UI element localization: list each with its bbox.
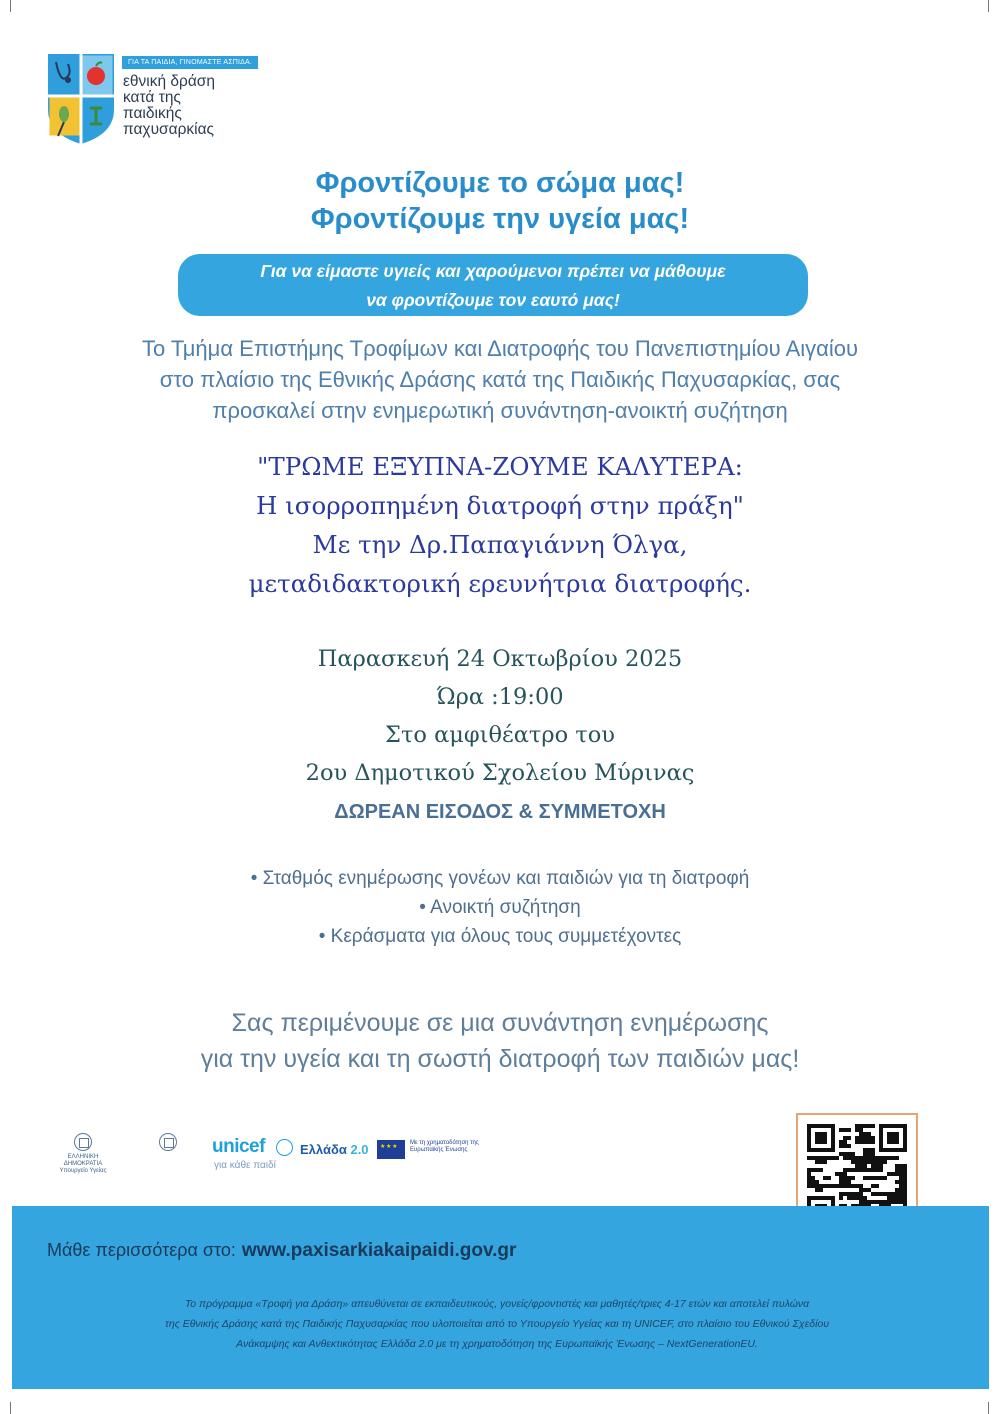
logo-line: παιδικής <box>123 105 182 122</box>
crop-mark <box>10 0 11 12</box>
gov-logo-line: ΕΛΛΗΝΙΚΗ ΔΗΜΟΚΡΑΤΙΑ <box>63 1154 103 1167</box>
eu-funding-text: Με τη χρηματοδότηση της Ευρωπαϊκής Ένωσης <box>410 1140 479 1153</box>
title-line: Η ισορροπημένη διατροφή στην πράξη" <box>256 491 744 520</box>
gov-logo <box>55 1133 111 1175</box>
logo-line: κατά της <box>123 89 181 106</box>
greece-2-0-logo <box>300 1142 369 1157</box>
intro-line: στο πλαίσιο της Εθνικής Δράσης κατά της Παιδικής Παχυσαρκίας, σας <box>159 367 841 392</box>
event-time: Ώρα :19:00 <box>436 684 564 710</box>
list-item: • Ανοικτή συζήτηση <box>0 893 1000 922</box>
closing-line: Σας περιμένουμε σε μια συνάντηση ενημέρωσης <box>231 1009 769 1037</box>
website-link[interactable]: www.paxisarkiakaipaidi.gov.gr <box>241 1240 517 1261</box>
headline-line-2: Φροντίζουμε την υγεία μας! <box>310 203 690 235</box>
footer-banner <box>12 1206 989 1389</box>
crop-mark <box>988 1402 989 1414</box>
learn-more <box>47 1240 516 1262</box>
gov-logo-line: Υπουργείο Υγείας <box>59 1168 107 1174</box>
ministry-logo <box>140 1133 196 1154</box>
list-item: • Σταθμός ενημέρωσης γονέων και παιδιών για τη διατροφή <box>0 864 1000 893</box>
fine-print-line: Το πρόγραμμα «Τροφή για Δράση» απευθύνεται σε εκπαιδευτικούς, γονείς/φροντιστές και μαθητές/τριες 4-17 ετών και αποτελεί πυλώνα <box>184 1298 810 1310</box>
crop-mark <box>988 0 989 12</box>
fine-print <box>37 1294 957 1354</box>
logo-line: παχυσαρκίας <box>123 121 215 138</box>
bullet-list <box>0 864 1000 951</box>
list-item: • Κεράσματα για όλους τους συμμετέχοντες <box>0 922 1000 951</box>
intro-line: προσκαλεί στην ενημερωτική συνάντηση-ανοικτή συζήτηση <box>212 398 788 423</box>
greek-emblem-icon <box>159 1133 177 1151</box>
unicef-logo: unicef <box>212 1136 265 1157</box>
crop-mark <box>10 1402 11 1414</box>
event-title <box>0 447 1000 603</box>
unicef-tagline: για κάθε παιδί <box>214 1160 276 1171</box>
event-venue-school: 2ου Δημοτικού Σχολείου Μύρινας <box>305 760 695 786</box>
speaker-role: μεταδιδακτορική ερευνήτρια διατροφής. <box>248 569 752 598</box>
eu-flag-icon <box>377 1140 405 1159</box>
speaker-line: Με την Δρ.Παπαγιάννη Όλγα, <box>312 530 688 559</box>
closing-line: για την υγεία και τη σωστή διατροφή των παιδιών μας! <box>200 1045 800 1073</box>
logo-wordmark <box>123 74 283 138</box>
event-date: Παρασκευή 24 Οκτωβρίου 2025 <box>317 646 683 672</box>
intro-line: Το Τμήμα Επιστήμης Τροφίμων και Διατροφής του Πανεπιστημίου Αιγαίου <box>141 336 859 361</box>
free-entry-notice: ΔΩΡΕΑΝ ΕΙΣΟΔΟΣ & ΣΥΜΜΕΤΟΧΗ <box>334 801 666 823</box>
pill-line-2: να φροντίζουμε τον εαυτό μας! <box>366 290 620 310</box>
learn-more-label: Μάθε περισσότερα στο: <box>47 1240 236 1260</box>
globe-icon <box>276 1139 293 1156</box>
shield-logo-icon <box>46 52 116 146</box>
pill-line-1: Για να είμαστε υγιείς και χαρούμενοι πρέπει να μάθουμε <box>260 261 726 281</box>
event-venue: Στο αμφιθέατρο του <box>385 722 615 748</box>
subtitle-pill <box>178 254 808 316</box>
ellada-word: Ελλάδα <box>300 1142 347 1157</box>
fine-print-line: της Εθνικής Δράσης κατά της Παιδικής Παχυσαρκίας που υλοποιείται από το Υπουργείο Υγείας και τη UNICEF, στο πλαίσιο του Εθνικού Σχεδίου <box>164 1318 830 1330</box>
headline-line-1: Φροντίζουμε το σώμα μας! <box>315 167 685 199</box>
event-details <box>0 640 1000 792</box>
logo-line: εθνική δράση <box>123 73 215 90</box>
greek-emblem-icon <box>74 1133 92 1151</box>
title-line: "ΤΡΩΜΕ ΕΞΥΠΝΑ-ΖΟΥΜΕ ΚΑΛΥΤΕΡΑ: <box>257 452 743 481</box>
ellada-number: 2.0 <box>350 1142 369 1157</box>
closing-message <box>0 1005 1000 1077</box>
intro-paragraph <box>0 333 1000 426</box>
logo-tagline: ΓΙΑ ΤΑ ΠΑΙΔΙΑ, ΓΙΝΟΜΑΣΤΕ ΑΣΠΙΔΑ. <box>122 56 258 69</box>
fine-print-line: Ανάκαμψης και Ανθεκτικότητας Ελλάδα 2.0 με τη χρηματοδότηση της Ευρωπαϊκής Ένωσης – NextGenerationEU. <box>236 1338 758 1350</box>
